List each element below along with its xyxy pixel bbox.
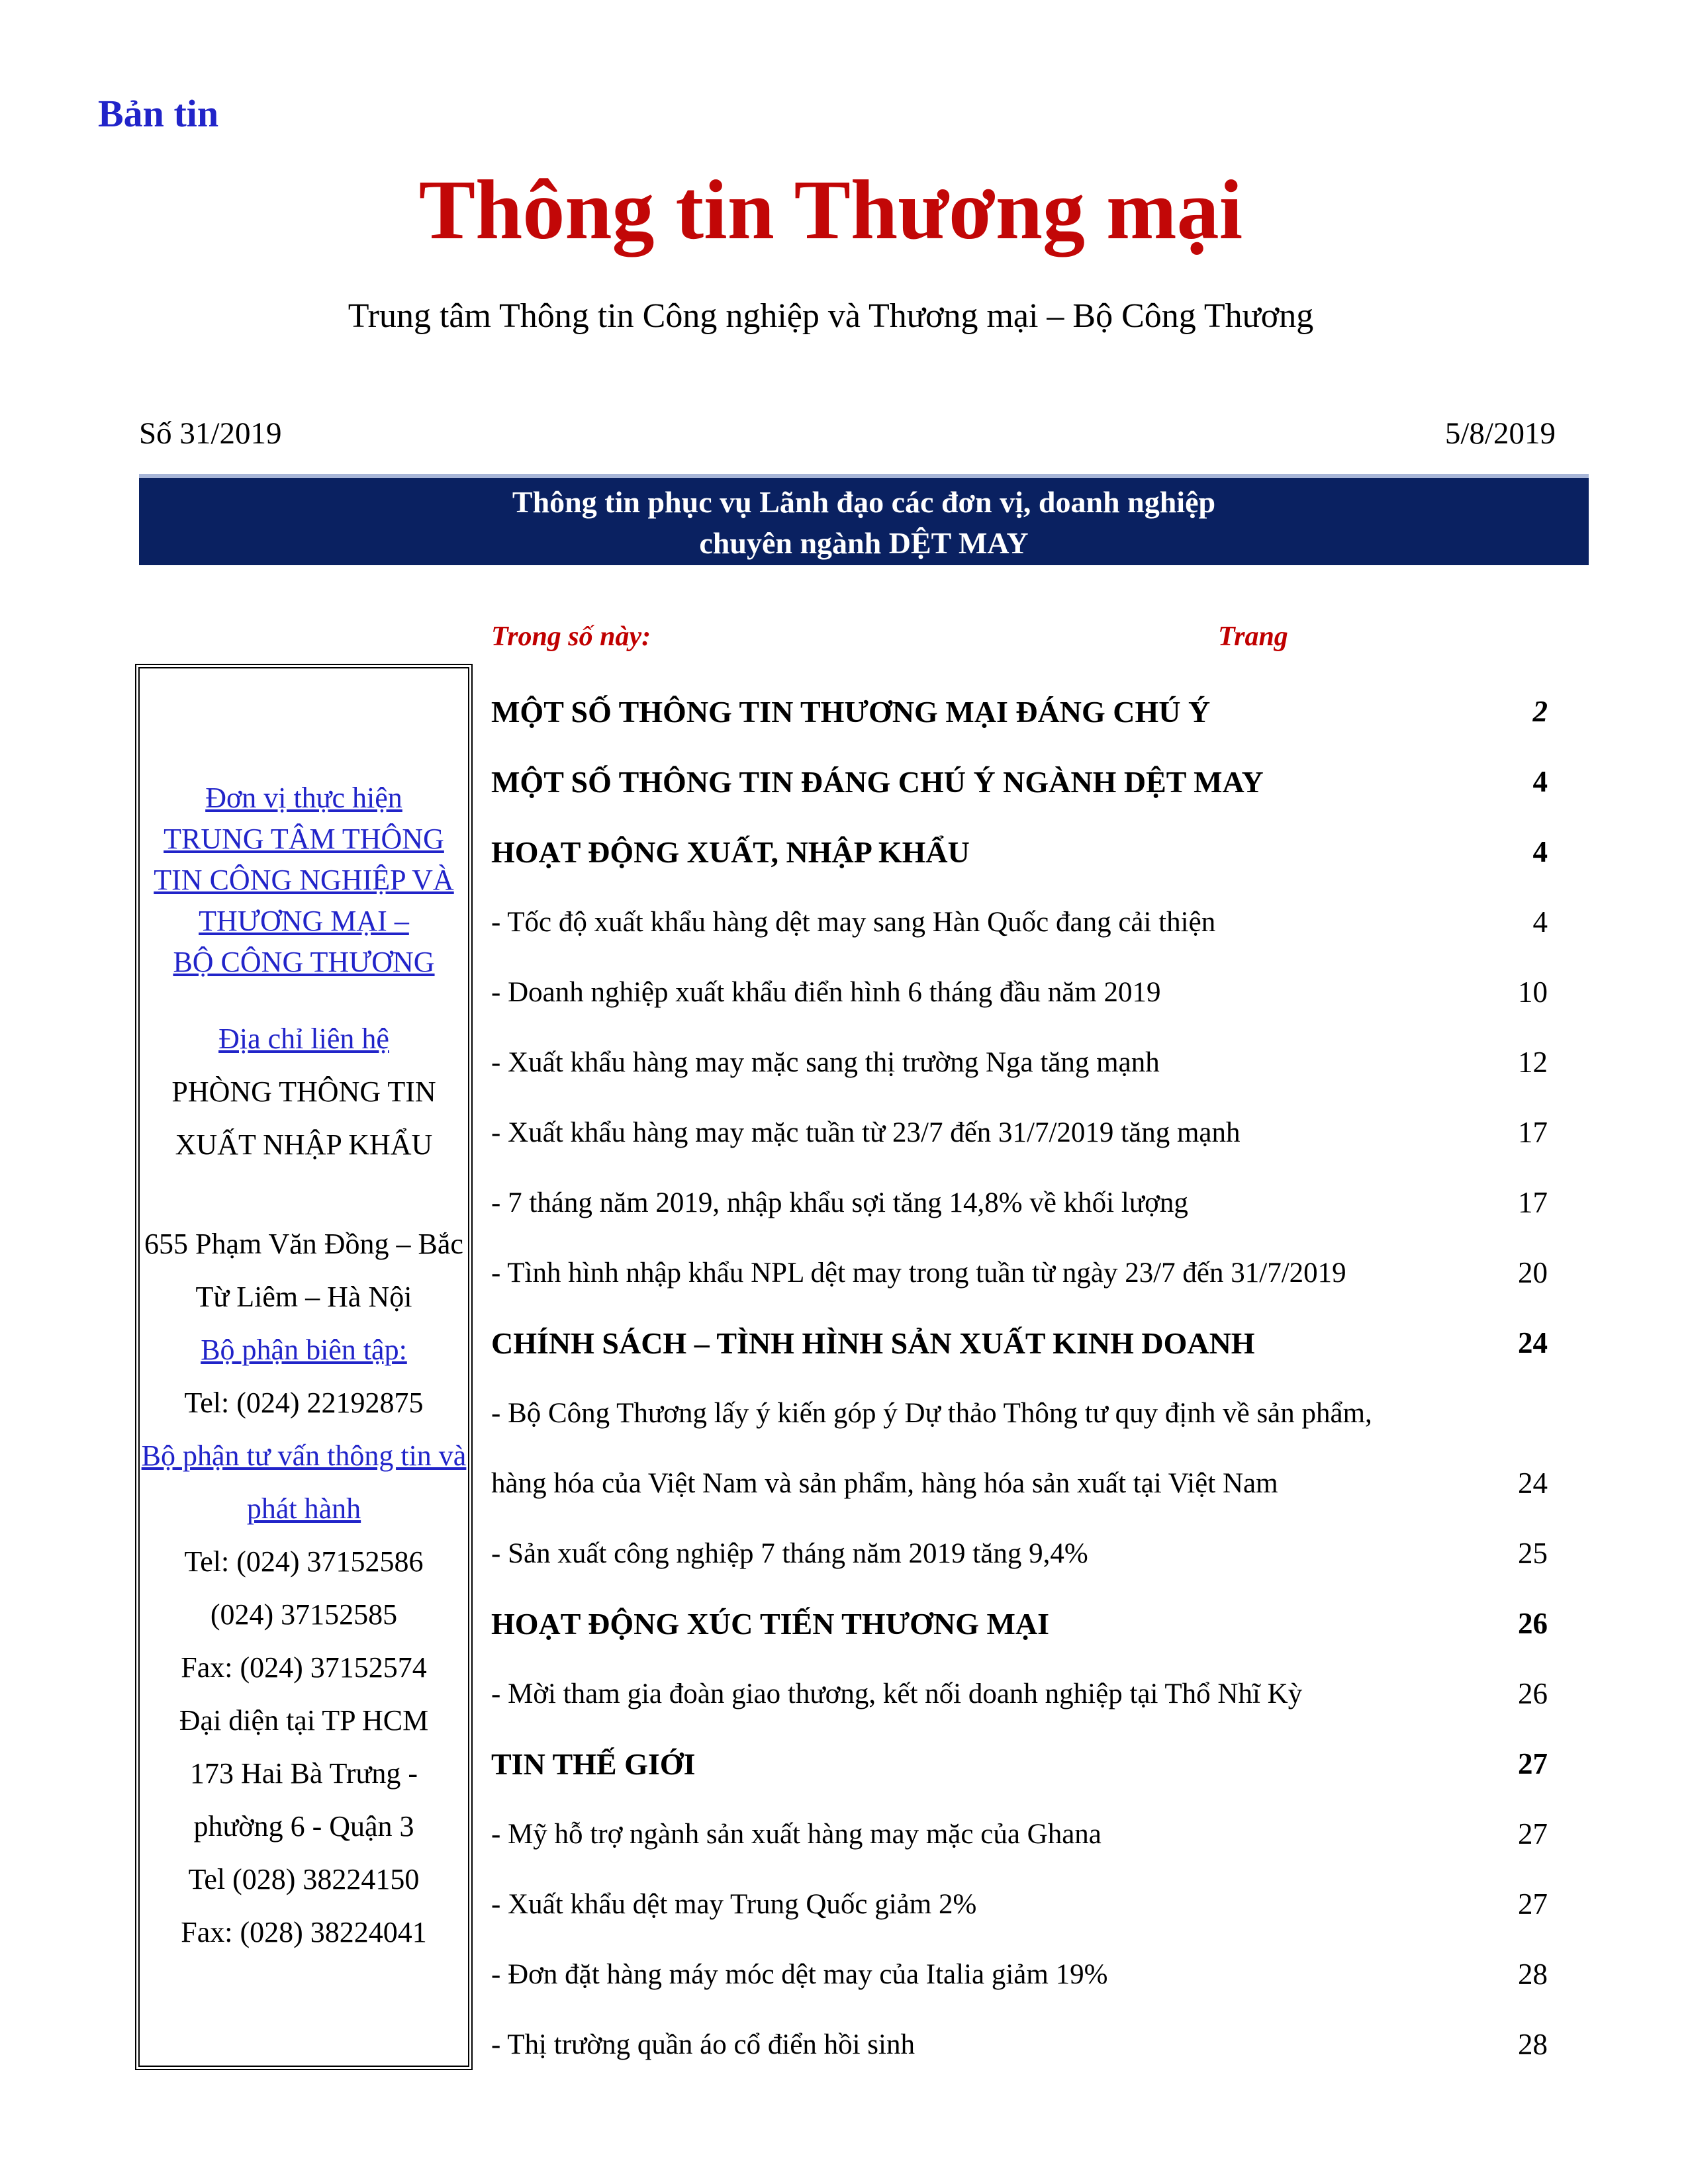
toc-row-text: - Tốc độ xuất khẩu hàng dệt may sang Hàn Quốc đang cải thiện bbox=[491, 906, 1216, 938]
sidebar-line: (024) 37152585 bbox=[210, 1598, 398, 1631]
sidebar-line: Bộ phận biên tập: bbox=[201, 1334, 407, 1366]
sidebar-line: XUẤT NHẬP KHẨU bbox=[175, 1128, 433, 1161]
toc-row-page: 27 bbox=[1518, 1747, 1548, 1780]
toc-row-text: MỘT SỐ THÔNG TIN THƯƠNG MẠI ĐÁNG CHÚ Ý bbox=[491, 694, 1211, 729]
toc-row-text: HOẠT ĐỘNG XÚC TIẾN THƯƠNG MẠI bbox=[491, 1606, 1050, 1641]
sidebar-line: PHÒNG THÔNG TIN bbox=[171, 1075, 436, 1108]
sidebar-line: THƯƠNG MẠI – bbox=[199, 905, 409, 937]
toc-row bbox=[491, 1308, 1589, 1378]
toc-row-text: MỘT SỐ THÔNG TIN ĐÁNG CHÚ Ý NGÀNH DỆT MAY bbox=[491, 764, 1264, 799]
sidebar-line: Tel (028) 38224150 bbox=[188, 1863, 420, 1895]
issue-number: Số 31/2019 bbox=[139, 416, 282, 451]
sidebar-line: Fax: (024) 37152574 bbox=[181, 1651, 427, 1684]
toc-row-text: - Xuất khẩu hàng may mặc tuần từ 23/7 đến 31/7/2019 tăng mạnh bbox=[491, 1116, 1241, 1148]
sidebar-line: Fax: (028) 38224041 bbox=[181, 1916, 427, 1948]
sidebar-line: BỘ CÔNG THƯƠNG bbox=[173, 946, 435, 978]
toc-row-page: 17 bbox=[1518, 1116, 1548, 1149]
page-title: Thông tin Thương mại bbox=[418, 163, 1243, 257]
toc-row bbox=[491, 747, 1589, 817]
toc-row-text: - Bộ Công Thương lấy ý kiến góp ý Dự thảo Thông tư quy định về sản phẩm, bbox=[491, 1397, 1372, 1429]
toc-row-text: HOẠT ĐỘNG XUẤT, NHẬP KHẨU bbox=[491, 835, 970, 869]
toc-row bbox=[491, 1518, 1589, 1588]
toc-row-page: 24 bbox=[1518, 1326, 1548, 1359]
sidebar-line: phường 6 - Quận 3 bbox=[193, 1810, 414, 1843]
toc-row-text: - Mời tham gia đoàn giao thương, kết nối doanh nghiệp tại Thổ Nhĩ Kỳ bbox=[491, 1678, 1303, 1709]
toc-row-page: 26 bbox=[1518, 1677, 1548, 1710]
toc-row bbox=[491, 1238, 1589, 1308]
toc-row bbox=[491, 1659, 1589, 1729]
sidebar-line: 173 Hai Bà Trưng - bbox=[189, 1757, 418, 1790]
toc-row bbox=[491, 1729, 1589, 1799]
banner bbox=[139, 474, 1589, 565]
toc-row-text: - Xuất khẩu hàng may mặc sang thị trường Nga tăng mạnh bbox=[491, 1046, 1160, 1078]
banner-line1: Thông tin phục vụ Lãnh đạo các đơn vị, doanh nghiệp bbox=[512, 485, 1216, 519]
bulletin-kicker: Bản tin bbox=[98, 92, 219, 135]
toc-page-column-label: Trang bbox=[1218, 621, 1288, 652]
sidebar-line: Địa chỉ liên hệ bbox=[218, 1023, 389, 1055]
toc-row-text: - Mỹ hỗ trợ ngành sản xuất hàng may mặc của Ghana bbox=[491, 1818, 1102, 1850]
toc-row bbox=[491, 1378, 1589, 1448]
table-of-contents bbox=[491, 676, 1589, 2079]
publisher-contact-box bbox=[135, 664, 473, 2070]
toc-row-page: 26 bbox=[1518, 1607, 1548, 1640]
sidebar-line: Đơn vị thực hiện bbox=[205, 782, 402, 814]
toc-row bbox=[491, 1588, 1589, 1659]
banner-line2: chuyên ngành DỆT MAY bbox=[699, 526, 1029, 560]
toc-row-page: 20 bbox=[1518, 1256, 1548, 1289]
issue-row bbox=[139, 416, 1556, 451]
toc-row-text: hàng hóa của Việt Nam và sản phẩm, hàng hóa sản xuất tại Việt Nam bbox=[491, 1467, 1278, 1499]
toc-row-page: 17 bbox=[1518, 1186, 1548, 1219]
toc-row-text: - Thị trường quần áo cổ điển hồi sinh bbox=[491, 2028, 915, 2060]
sidebar-line: phát hành bbox=[246, 1492, 361, 1525]
toc-row bbox=[491, 1939, 1589, 2009]
toc-row-page: 4 bbox=[1532, 905, 1548, 938]
toc-row-text: - Đơn đặt hàng máy móc dệt may của Italia giảm 19% bbox=[491, 1958, 1108, 1990]
toc-row-text: - Sản xuất công nghiệp 7 tháng năm 2019 tăng 9,4% bbox=[491, 1537, 1088, 1569]
issue-date: 5/8/2019 bbox=[1444, 416, 1556, 451]
toc-row-page: 2 bbox=[1532, 695, 1548, 728]
toc-row bbox=[491, 887, 1589, 957]
toc-row bbox=[491, 1869, 1589, 1939]
sidebar-line: Tel: (024) 22192875 bbox=[184, 1387, 424, 1419]
toc-row-page: 24 bbox=[1518, 1467, 1548, 1500]
toc-row bbox=[491, 1097, 1589, 1167]
sidebar-line: TRUNG TÂM THÔNG bbox=[164, 823, 444, 855]
toc-row-page: 27 bbox=[1518, 1817, 1548, 1850]
toc-row bbox=[491, 1027, 1589, 1097]
toc-row-page: 4 bbox=[1532, 835, 1548, 868]
toc-row bbox=[491, 1167, 1589, 1238]
toc-row-text: - Tình hình nhập khẩu NPL dệt may trong tuần từ ngày 23/7 đến 31/7/2019 bbox=[491, 1257, 1346, 1289]
toc-row-page: 27 bbox=[1518, 1888, 1548, 1921]
toc-row-page: 28 bbox=[1518, 1958, 1548, 1991]
toc-row-page: 25 bbox=[1518, 1537, 1548, 1570]
toc-row bbox=[491, 2009, 1589, 2079]
toc-row bbox=[491, 957, 1589, 1027]
sidebar-line: Từ Liêm – Hà Nội bbox=[195, 1281, 412, 1313]
toc-row bbox=[491, 676, 1589, 747]
toc-row-page: 4 bbox=[1532, 765, 1548, 798]
sidebar-line: Đại diện tại TP HCM bbox=[179, 1704, 429, 1737]
toc-row bbox=[491, 817, 1589, 887]
toc-row-text: - Doanh nghiệp xuất khẩu điển hình 6 tháng đầu năm 2019 bbox=[491, 976, 1161, 1008]
toc-row-text: - 7 tháng năm 2019, nhập khẩu sợi tăng 14,8% về khối lượng bbox=[491, 1187, 1188, 1218]
toc-row bbox=[491, 1799, 1589, 1869]
toc-row-page: 10 bbox=[1518, 976, 1548, 1009]
sidebar-line: 655 Phạm Văn Đồng – Bắc bbox=[144, 1228, 463, 1260]
toc-row-text: - Xuất khẩu dệt may Trung Quốc giảm 2% bbox=[491, 1888, 977, 1920]
sidebar-line: Bộ phận tư vấn thông tin và bbox=[141, 1439, 467, 1472]
toc-row-page: 12 bbox=[1518, 1046, 1548, 1079]
toc-header-label: Trong số này: bbox=[491, 621, 651, 652]
page-subtitle: Trung tâm Thông tin Công nghiệp và Thương mại – Bộ Công Thương bbox=[348, 297, 1314, 335]
sidebar-line: TIN CÔNG NGHIỆP VÀ bbox=[154, 864, 454, 896]
sidebar-line: Tel: (024) 37152586 bbox=[184, 1545, 424, 1578]
toc-row-text: TIN THẾ GIỚI bbox=[491, 1747, 696, 1781]
toc-row bbox=[491, 1448, 1589, 1518]
toc-row-page: 28 bbox=[1518, 2028, 1548, 2061]
toc-row-text: CHÍNH SÁCH – TÌNH HÌNH SẢN XUẤT KINH DOANH bbox=[491, 1326, 1255, 1360]
